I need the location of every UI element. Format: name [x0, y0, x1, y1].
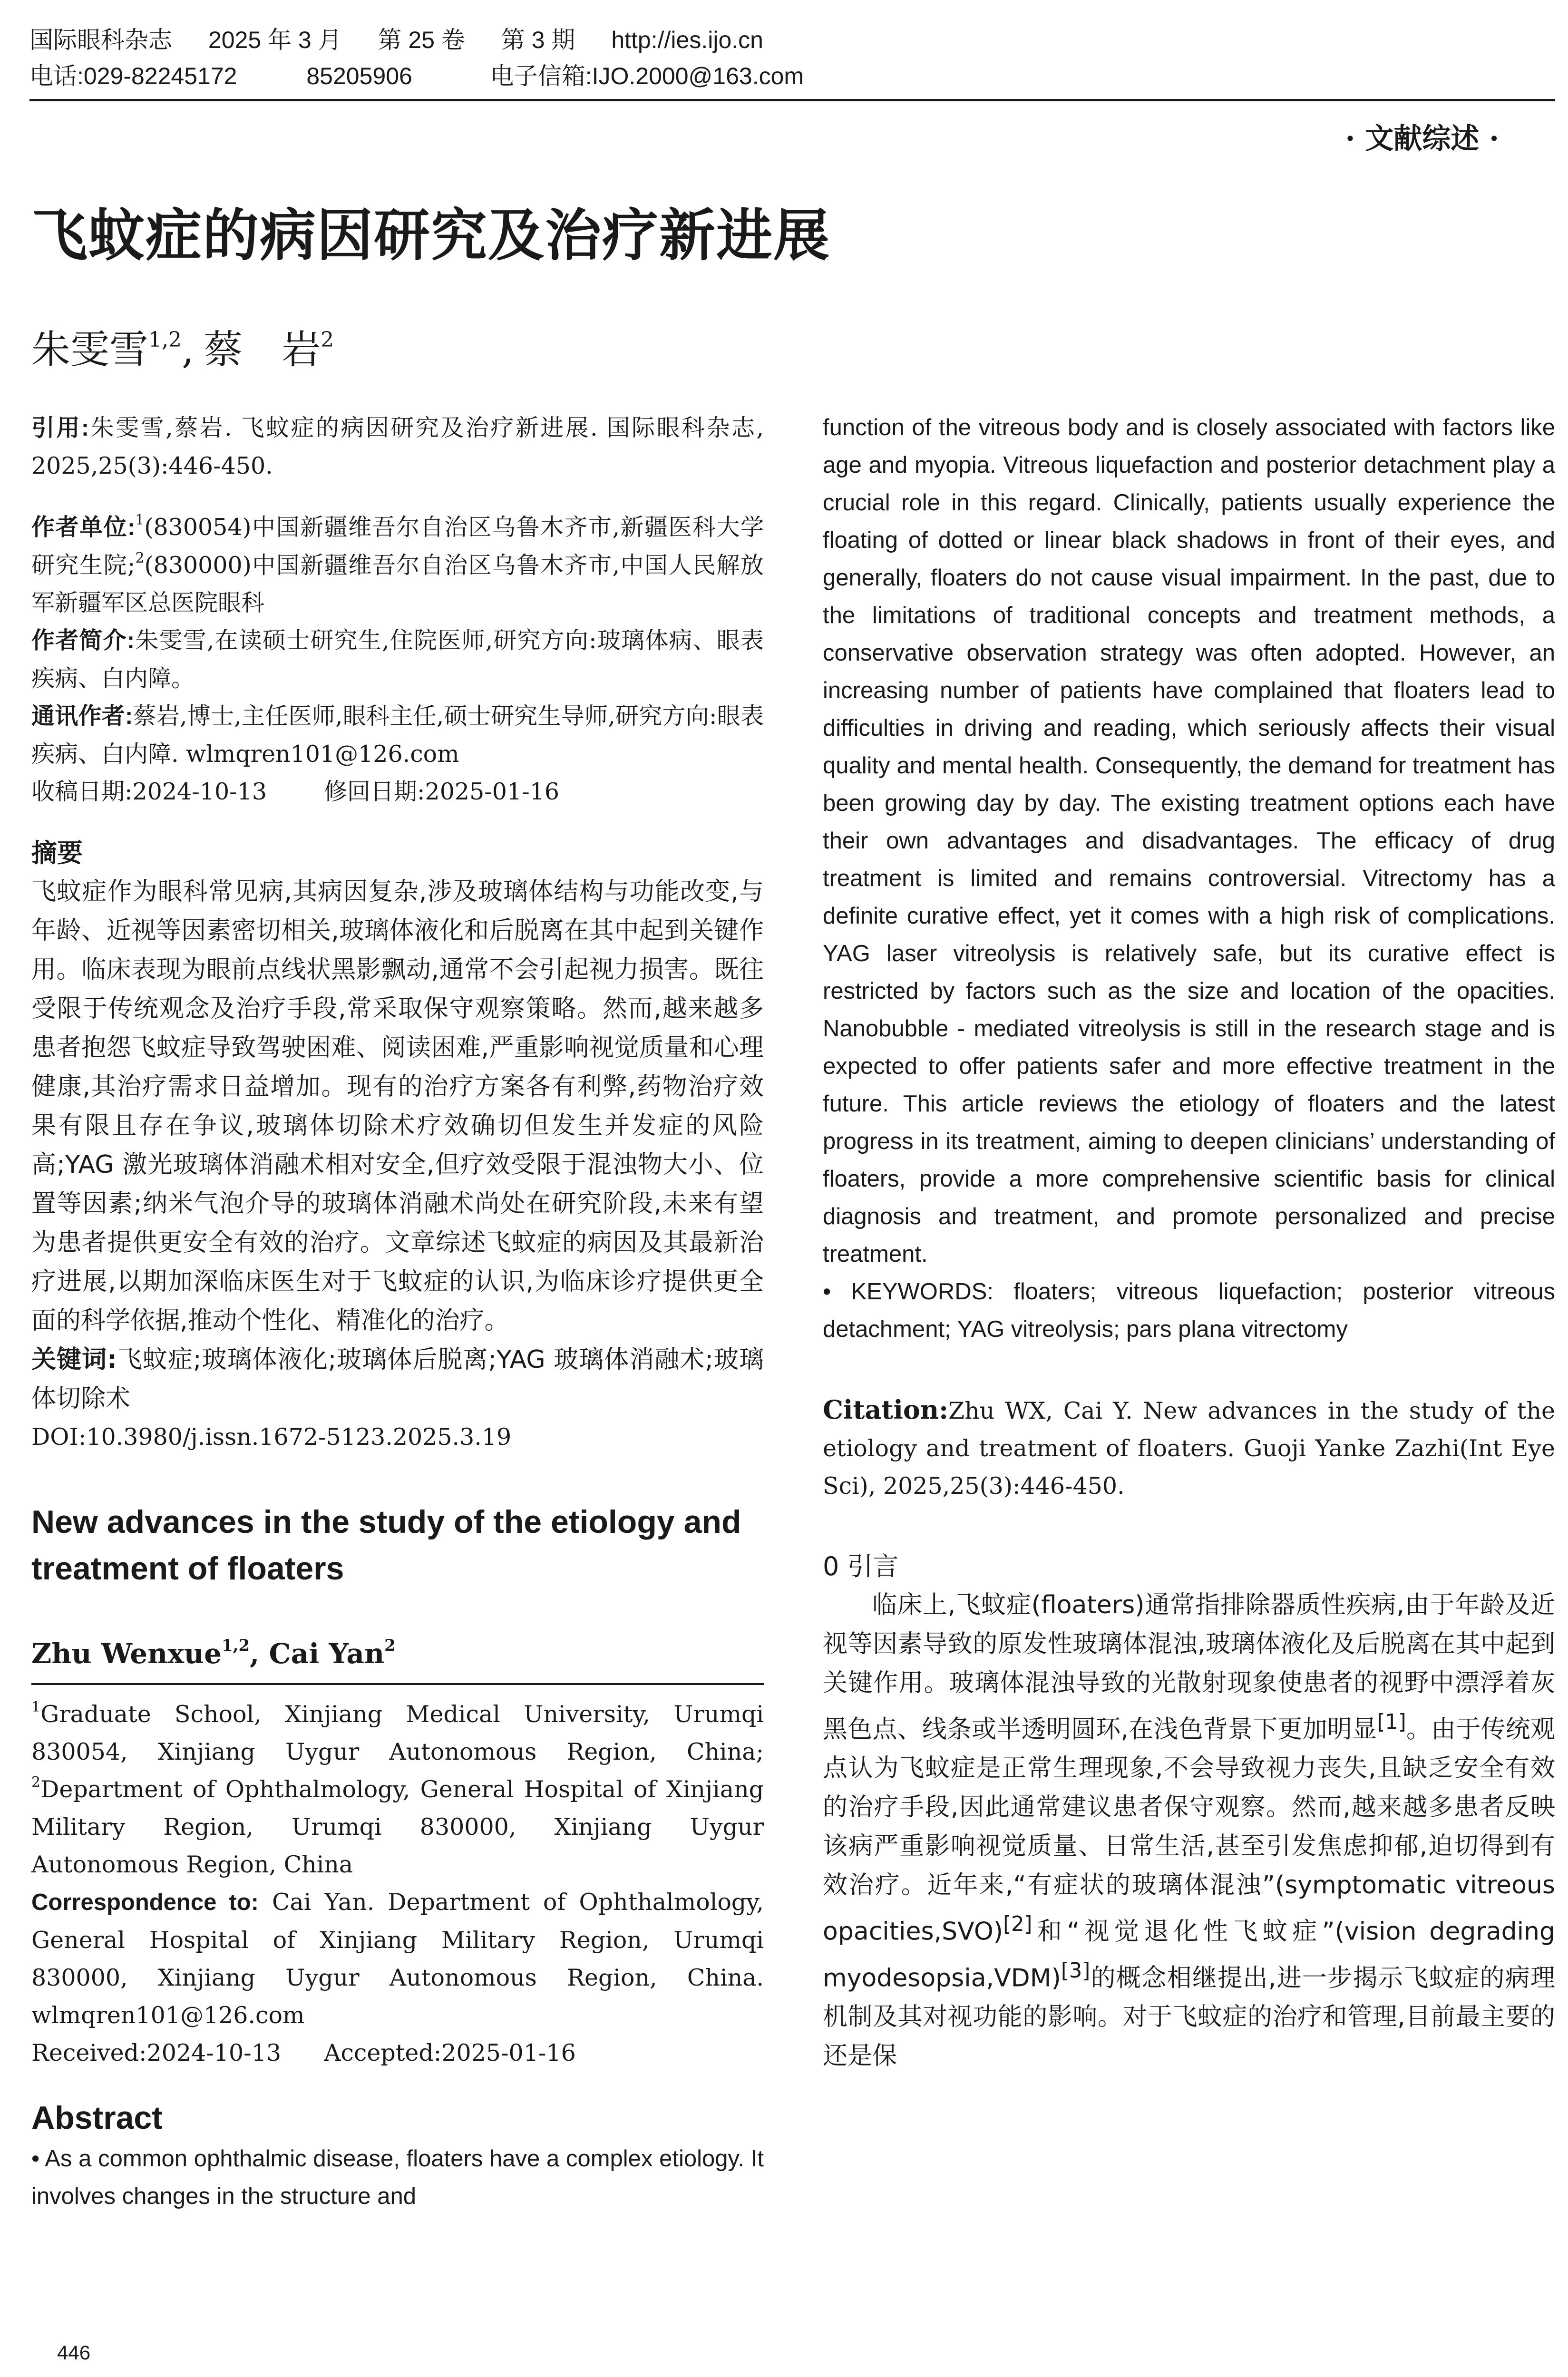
volume: 第 25 卷 — [378, 27, 465, 53]
introduction-paragraph — [823, 1586, 1555, 2075]
affiliation-en-2: Department of Ophthalmology, General Hospital of Xinjiang Military Region, Urumqi 830000, Xinjiang Uygur Autonomous Region, China — [31, 1776, 764, 1878]
affiliation-mark-1: 1 — [135, 512, 145, 528]
author-bio-text: 朱雯雪,在读硕士研究生,住院医师,研究方向:玻璃体病、眼表疾病、白内障。 — [31, 627, 764, 692]
keywords-cn-label: 关键词: — [31, 1345, 117, 1374]
issue-date: 2025 年 3 月 — [208, 27, 342, 53]
abstract-en-start-text: As a common ophthalmic disease, floaters have a complex etiology. It involves changes in the structure and — [31, 2146, 764, 2209]
author-1-name-en: Zhu Wenxue — [31, 1637, 222, 1670]
intro-text-4: 的概念相继提出,进一步揭示飞蚊症的病理机制及其对视功能的影响。对于飞蚊症的治疗和管理,目前最主要的还是保 — [823, 1963, 1555, 2070]
journal-phone: 电话:029-82245172 — [29, 63, 237, 89]
header-divider — [29, 99, 1555, 101]
author-1-affiliation-mark: 1,2 — [148, 328, 182, 352]
affiliation-label: 作者单位: — [31, 515, 136, 540]
reference-3[interactable]: [3] — [1061, 1958, 1091, 1983]
page-number: 446 — [57, 2341, 91, 2364]
correspondence-en-text: Cai Yan. Department of Ophthalmology, General Hospital of Xinjiang Military Region, Urumqi 830000, Xinjiang Uygur Autonomous Region, China. wlmqren101@126.com — [31, 1889, 764, 2029]
citation-cn-text: 朱雯雪,蔡岩. 飞蚊症的病因研究及治疗新进展. 国际眼科杂志, 2025,25(3):446-450. — [31, 414, 764, 479]
corresponding-text: 蔡岩,博士,主任医师,眼科主任,硕士研究生导师,研究方向:眼表疾病、白内障. wlmqren101@126.com — [31, 702, 764, 768]
author-2-mark-en: 2 — [384, 1636, 396, 1655]
author-line-cn — [31, 314, 334, 376]
bullet-icon: • — [31, 2146, 40, 2172]
abstract-cn-text: 飞蚊症作为眼科常见病,其病因复杂,涉及玻璃体结构与功能改变,与年龄、近视等因素密切相关,玻璃体液化和后脱离在其中起到关键作用。临床表现为眼前点线状黑影飘动,通常不会引起视力损害。既往受限于传统观念及治疗手段,常采取保守观察策略。然而,越来越多患者抱怨飞蚊症导致驾驶困难、阅读困难,严重影响视觉质量和心理健康,其治疗需求日益增加。现有的治疗方案各有利弊,药物治疗效果有限且存在争议,玻璃体切除术疗效确切但发生并发症的风险高;YAG 激光玻璃体消融术相对安全,但疗效受限于混浊物大小、位置等因素;纳米气泡介导的玻璃体消融术尚处在研究阶段,未来有望为患者提供更安全有效的治疗。文章综述飞蚊症的病因及其最新治疗进展,以期加深临床医生对于飞蚊症的认识,为临床诊疗提供更全面的科学依据,推动个性化、精准化的治疗。 — [31, 877, 764, 1335]
journal-email[interactable]: 电子信箱:IJO.2000@163.com — [490, 63, 804, 89]
corresponding-label: 通讯作者: — [31, 703, 133, 729]
reference-1[interactable]: [1] — [1377, 1710, 1406, 1734]
author-1-mark-en: 1,2 — [222, 1636, 250, 1655]
journal-name: 国际眼科杂志 — [29, 27, 172, 53]
citation-en-text: Zhu WX, Cai Y. New advances in the study of the etiology and treatment of floaters. Guoji Yanke Zazhi(Int Eye Sci), 2025,25(3):446-450. — [823, 1397, 1555, 1500]
section-label: · 文献综述 · — [1345, 122, 1499, 156]
english-title: New advances in the study of the etiology and treatment of floaters — [31, 1504, 741, 1587]
received-label-cn: 收稿日期: — [31, 778, 133, 805]
author-separator: , — [182, 327, 195, 372]
accepted-en: Accepted:2025-01-16 — [324, 2039, 576, 2066]
keywords-cn-text: 飞蚊症;玻璃体液化;玻璃体后脱离;YAG 玻璃体消融术;玻璃体切除术 — [31, 1345, 764, 1413]
keywords-en-label: KEYWORDS: — [851, 1279, 993, 1305]
keywords-en-text: floaters; vitreous liquefaction; posterior vitreous detachment; YAG vitreolysis; pars plana vitrectomy — [823, 1279, 1555, 1342]
intro-text-3: 和“视觉退化性飞蚊症”(vision degrading myodesopsia,VDM) — [823, 1917, 1555, 1992]
doi[interactable]: DOI:10.3980/j.issn.1672-5123.2025.3.19 — [31, 1423, 512, 1451]
corresponding-author — [31, 697, 764, 773]
author-bio — [31, 622, 764, 697]
author-1-name: 朱雯雪 — [31, 327, 149, 372]
keywords-en — [823, 1273, 1555, 1348]
author-line-en: Zhu Wenxue$^{1,2}$, Cai Yan$^2$ — [31, 1636, 396, 1670]
introduction-heading: 0 引言 — [823, 1551, 899, 1581]
journal-phone-2: 85205906 — [306, 63, 412, 89]
abstract-cn-heading: 摘要 — [31, 838, 83, 868]
received-en: Received:2024-10-13 — [31, 2039, 282, 2066]
dates-en — [31, 2034, 764, 2072]
received-date-cn: 2024-10-13 — [132, 778, 267, 805]
running-header-line-1 — [29, 25, 763, 55]
affiliation-en-1: Graduate School, Xinjiang Medical University, Urumqi 830054, Xinjiang Uygur Autonomous Region, China; — [31, 1701, 764, 1765]
citation-en — [823, 1391, 1555, 1505]
intro-text-2: 。由于传统观点认为飞蚊症是正常生理现象,不会导致视力丧失,且缺乏安全有效的治疗手段,因此通常建议患者保守观察。然而,越来越多患者反映该病严重影响视觉质量、日常生活,甚至引发焦虑抑郁,迫切得到有效治疗。近年来,“有症状的玻璃体混浊”(symptomatic vitreous opacities,SVO) — [823, 1715, 1555, 1946]
reference-2[interactable]: [2] — [1003, 1912, 1032, 1937]
left-column — [31, 409, 764, 2215]
issue-number: 第 3 期 — [501, 27, 575, 53]
abstract-en-heading: Abstract — [31, 2100, 163, 2136]
correspondence-en — [31, 1883, 764, 2034]
journal-url[interactable]: http://ies.ijo.cn — [611, 27, 763, 53]
revised-date-cn: 2025-01-16 — [425, 778, 560, 805]
affiliation-en-mark-2: 2 — [31, 1774, 41, 1791]
affiliation-text-1: (830054)中国新疆维吾尔自治区乌鲁木齐市,新疆医科大学研究生院; — [31, 514, 764, 579]
citation-cn — [31, 409, 764, 485]
revised-label-cn: 修回日期: — [324, 778, 425, 805]
correspondence-en-label: Correspondence to: — [31, 1890, 259, 1915]
author-2-affiliation-mark: 2 — [321, 328, 334, 352]
keywords-cn — [31, 1340, 764, 1418]
affiliation-en — [31, 1695, 764, 1883]
affiliation-mark-2: 2 — [135, 550, 145, 566]
intro-text-1: 临床上,飞蚊症(floaters)通常指排除器质性疾病,由于年龄及近视等因素导致的原发性玻璃体混浊,玻璃体液化及后脱离在其中起到关键作用。玻璃体混浊导致的光散射现象使患者的视野中漂浮着灰黑色点、线条或半透明圆环,在浅色背景下更加明显 — [823, 1591, 1555, 1744]
citation-en-label: Citation: — [823, 1394, 949, 1425]
citation-cn-label: 引用: — [31, 415, 89, 441]
author-bio-label: 作者简介: — [31, 628, 135, 653]
author-2-name-en: Cai Yan — [269, 1637, 385, 1670]
affiliation-cn — [31, 508, 764, 622]
dates-cn — [31, 773, 764, 810]
abstract-en-continued: function of the vitreous body and is closely associated with factors like age and myopia. Vitreous liquefaction and posterior detachment play a crucial role in this regard. Clinically, patients usually experience the floating of dotted or linear black shadows in front of their eyes, and generally, floaters do not cause visual impairment. In the past, due to the limitations of traditional concepts and treatment methods, a conservative observation strategy was often adopted. However, an increasing number of patients have complained that floaters lead to difficulties in driving and reading, which seriously affects their visual quality and mental health. Consequently, the demand for treatment has been growing day by day. The existing treatment options each have their own advantages and disadvantages. The efficacy of drug treatment is limited and remains controversial. Vitrectomy has a definite curative effect, yet it comes with a high risk of complications. YAG laser vitreolysis is relatively safe, but its curative effect is restricted by factors such as the size and location of the opacities. Nanobubble - mediated vitreolysis is still in the research stage and is expected to offer patients safer and more effective treatment in the future. This article reviews the etiology of floaters and the latest progress in its treatment, aiming to deepen clinicians’ understanding of floaters, provide a more comprehensive scientific basis for clinical diagnosis and treatment, and promote personalized and precise treatment. — [823, 415, 1555, 1267]
running-header-line-2 — [29, 61, 804, 91]
abstract-en-start — [31, 2140, 764, 2215]
author-2-name: 蔡 岩 — [204, 327, 321, 372]
affiliation-text-2: (830000)中国新疆维吾尔自治区乌鲁木齐市,中国人民解放军新疆军区总医院眼科 — [31, 552, 764, 616]
right-column — [823, 409, 1555, 2075]
bullet-icon: • — [823, 1279, 831, 1305]
affiliation-en-mark-1: 1 — [31, 1699, 41, 1715]
article-title: 飞蚊症的病因研究及治疗新进展 — [31, 203, 831, 268]
